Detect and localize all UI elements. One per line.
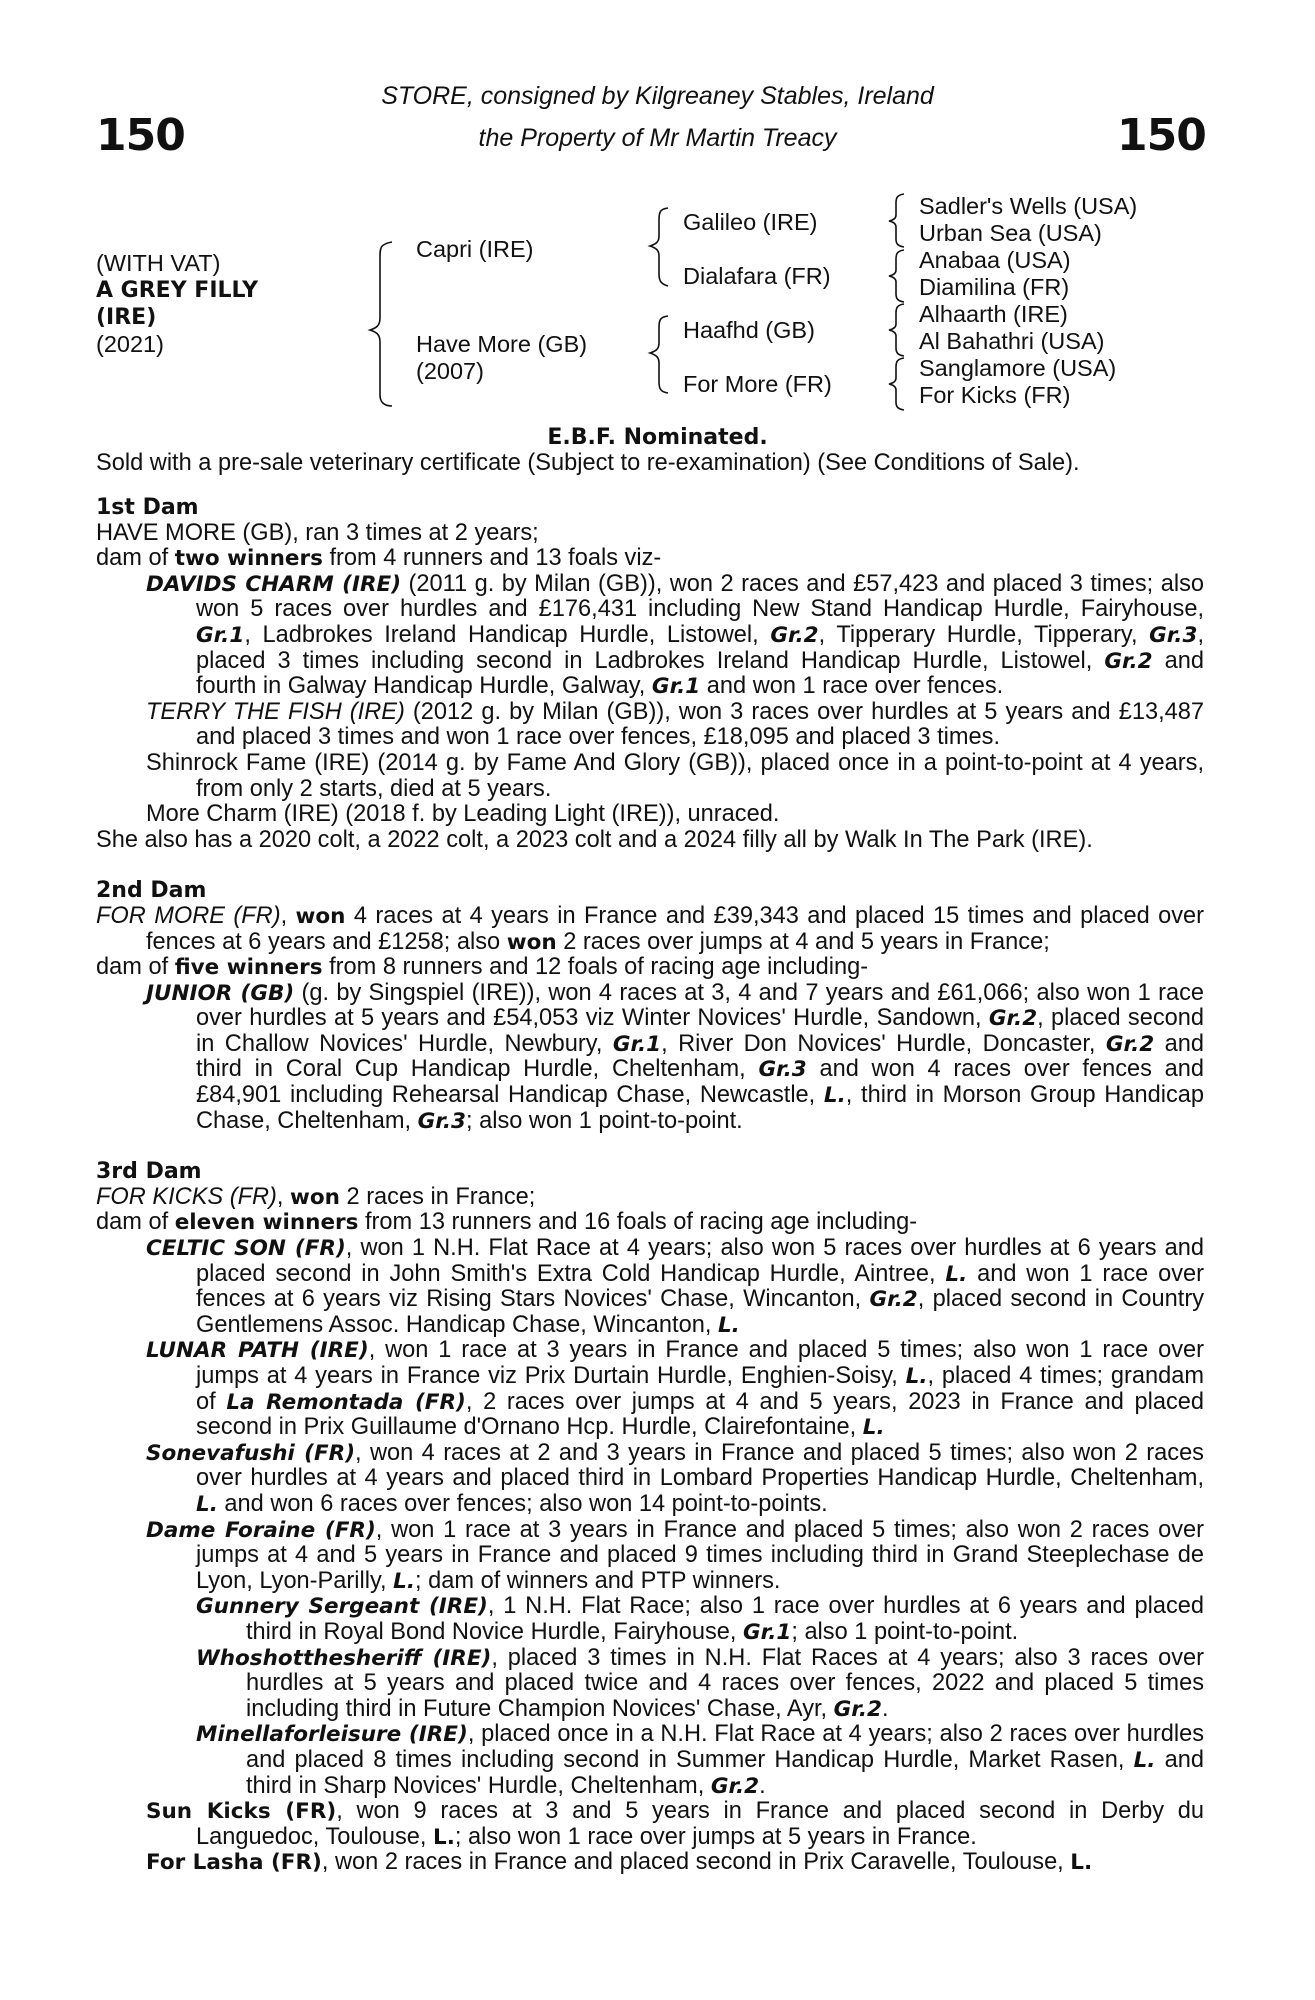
- progeny-davids-charm: DAVIDS CHARM (IRE) (2011 g. by Milan (GB)), won 2 races and £57,423 and placed 3 times; also won 5 races over hurdles and £176,431 including New Stand Handicap Hurdle, Fairyhouse, Gr.1, Ladbrokes Ireland Handicap Hurdle, Listowel, Gr.2, Tipperary Hurdle, Tipperary, Gr.3, placed 3 times including second in Ladbrokes Ireland Handicap Hurdle, Listowel, Gr.2 and fourth in Galway Handicap Hurdle, Galway, Gr.1 and won 1 race over fences.: [146, 570, 1204, 700]
- first-dam-heading: 1st Dam: [96, 495, 199, 520]
- catalogue-body: [96, 495, 1204, 1876]
- third-dam-heading: 3rd Dam: [96, 1159, 202, 1185]
- third-dam-line: FOR KICKS (FR), won 2 races in France;: [96, 1183, 536, 1210]
- ancestor-1: Sadler's Wells (USA): [919, 193, 1138, 219]
- first-dam-also: She also has a 2020 colt, a 2022 colt, a 2023 colt and a 2024 filly all by Walk In The Park (IRE).: [96, 826, 1093, 853]
- progeny-sonevafushi: Sonevafushi (FR), won 4 races at 2 and 3 years in France and placed 5 times; also won 2 races over hurdles at 4 years and placed third in Lombard Properties Handicap Hurdle, Cheltenham, L. and won 6 races over fences; also won 14 point-to-points.: [146, 1439, 1204, 1517]
- ebf-note: E.B.F. Nominated.: [547, 425, 768, 450]
- progeny-minellaforleisure: Minellaforleisure (IRE), placed once in a N.H. Flat Race at 4 years; also 2 races over hurdles and placed 8 times including second in Summer Handicap Hurdle, Market Rasen, L. and third in Sharp Novices' Hurdle, Cheltenham, Gr.2.: [196, 1721, 1204, 1799]
- second-dam-produce-line: dam of five winners from 8 runners and 12 foals of racing age including-: [96, 954, 869, 981]
- consignor-line: STORE, consigned by Kilgreaney Stables, Ireland: [381, 82, 934, 110]
- ancestor-3: Anabaa (USA): [919, 247, 1071, 273]
- second-dam-heading: 2nd Dam: [96, 878, 207, 904]
- dam-dam: For More (FR): [683, 371, 832, 397]
- second-dam-line: FOR MORE (FR), won 4 races at 4 years in France and £39,343 and placed 15 times and placed over fences at 6 years and £1258; also won 2 races over jumps at 4 and 5 years in France;: [96, 902, 1204, 955]
- progeny-celtic-son: CELTIC SON (FR), won 1 N.H. Flat Race at 4 years; also won 5 races over hurdles at 6 years and placed second in John Smith's Extra Cold Handicap Hurdle, Aintree, L. and won 1 race over fences at 6 years viz Rising Stars Novices' Chase, Wincanton, Gr.2, placed second in Country Gentlemens Assoc. Handicap Chase, Wincanton, L.: [146, 1235, 1205, 1338]
- progeny-sun-kicks: Sun Kicks (FR), won 9 races at 3 and 5 years in France and placed second in Derby du Languedoc, Toulouse, L.; also won 1 race over jumps at 5 years in France.: [146, 1798, 1204, 1850]
- progeny-more-charm: More Charm (IRE) (2018 f. by Leading Light (IRE)), unraced.: [146, 801, 780, 828]
- vet-note: Sold with a pre-sale veterinary certificate (Subject to re-examination) (See Conditions of Sale).: [96, 450, 1080, 476]
- progeny-for-lasha: For Lasha (FR), won 2 races in France and placed second in Prix Caravelle, Toulouse, L.: [146, 1849, 1093, 1876]
- lot-number-left: 150: [96, 110, 185, 161]
- progeny-dame-foraine: Dame Foraine (FR), won 1 race at 3 years in France and placed 5 times; also won 2 races over jumps at 4 and 5 years in France and placed 9 times including third in Grand Steeplechase de Lyon, Lyon-Parilly, L.; dam of winners and PTP winners.: [146, 1516, 1204, 1594]
- progeny-shinrock-fame: Shinrock Fame (IRE) (2014 g. by Fame And Glory (GB)), placed once in a point-to-point at 4 years, from only 2 starts, died at 5 years.: [146, 749, 1204, 802]
- first-dam-produce-line: dam of two winners from 4 runners and 13 foals viz-: [96, 545, 662, 572]
- sire: Capri (IRE): [416, 236, 534, 262]
- sire-sire: Galileo (IRE): [683, 209, 818, 235]
- progeny-junior: JUNIOR (GB) (g. by Singspiel (IRE)), won 4 races at 3, 4 and 7 years and £61,066; also won 1 race over hurdles at 5 years and £54,053 viz Winter Novices' Hurdle, Sandown, Gr.2, placed second in Challow Novices' Hurdle, Newbury, Gr.1, River Don Novices' Hurdle, Doncaster, Gr.2 and third in Coral Cup Handicap Hurdle, Cheltenham, Gr.3 and won 4 races over fences and £84,901 including Rehearsal Handicap Chase, Newcastle, L., third in Morson Group Handicap Chase, Cheltenham, Gr.3; also won 1 point-to-point.: [146, 979, 1204, 1134]
- dam-sire: Haafhd (GB): [683, 317, 815, 343]
- ancestor-6: Al Bahathri (USA): [919, 328, 1105, 354]
- progeny-terry-the-fish: TERRY THE FISH (IRE) (2012 g. by Milan (GB)), won 3 races over hurdles at 5 years and £13,487 and placed 3 times and won 1 race over fences, £18,095 and placed 3 times.: [146, 698, 1204, 751]
- ancestor-8: For Kicks (FR): [919, 382, 1071, 408]
- progeny-lunar-path: LUNAR PATH (IRE), won 1 race at 3 years in France and placed 5 times; also won 1 race over jumps at 4 years in France viz Prix Durtain Hurdle, Enghien-Soisy, L., placed 4 times; grandam of La Remontada (FR), 2 races over jumps at 4 and 5 years, 2023 in France and placed second in Prix Guillaume d'Ornano Hcp. Hurdle, Clairefontaine, L.: [146, 1337, 1204, 1441]
- lot-number-right: 150: [1117, 110, 1206, 161]
- ancestor-7: Sanglamore (USA): [919, 355, 1117, 381]
- third-dam-produce-line: dam of eleven winners from 13 runners and 16 foals of racing age including-: [96, 1209, 918, 1236]
- horse-description: A GREY FILLY: [96, 278, 259, 303]
- property-line: the Property of Mr Martin Treacy: [478, 124, 837, 152]
- horse-year: (2021): [96, 331, 164, 357]
- ancestor-4: Diamilina (FR): [919, 274, 1070, 300]
- vat-note: (WITH VAT): [96, 250, 221, 276]
- progeny-gunnery-sergeant: Gunnery Sergeant (IRE), 1 N.H. Flat Race; also 1 race over hurdles at 6 years and placed third in Royal Bond Novice Hurdle, Fairyhouse, Gr.1; also 1 point-to-point.: [196, 1593, 1204, 1645]
- horse-origin: (IRE): [96, 305, 157, 330]
- dam-year: (2007): [416, 358, 484, 384]
- ancestor-5: Alhaarth (IRE): [919, 301, 1068, 327]
- dam: Have More (GB): [416, 331, 588, 357]
- ancestor-2: Urban Sea (USA): [919, 220, 1102, 246]
- sire-dam: Dialafara (FR): [683, 263, 831, 289]
- first-dam-line: HAVE MORE (GB), ran 3 times at 2 years;: [96, 519, 539, 546]
- progeny-whoshotthesheriff: Whoshotthesheriff (IRE), placed 3 times in N.H. Flat Races at 4 years; also 3 races over hurdles at 5 years and placed twice and 4 races over fences, 2022 and placed 5 times including third in Future Champion Novices' Chase, Ayr, Gr.2.: [196, 1644, 1204, 1722]
